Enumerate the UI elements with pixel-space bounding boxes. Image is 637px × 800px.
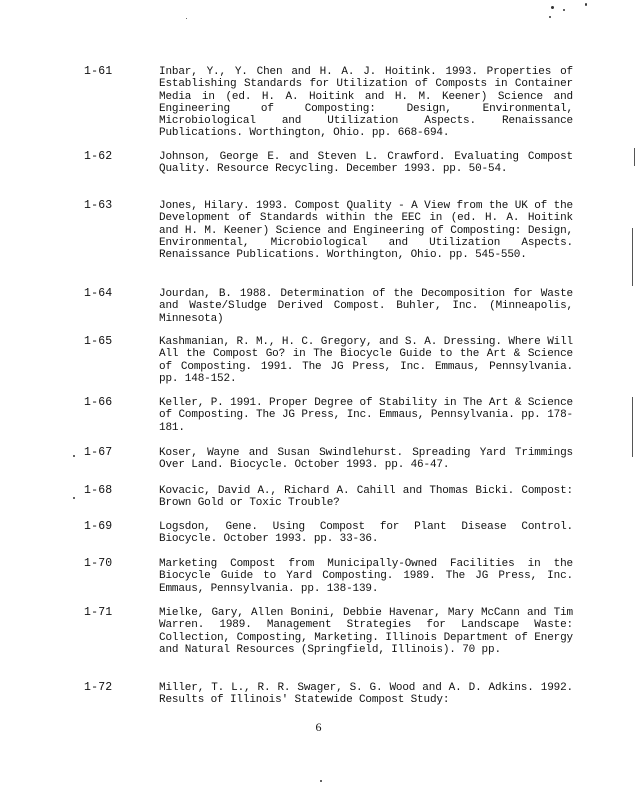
scan-speck (73, 455, 75, 457)
reference-number: 1-66 (84, 396, 113, 409)
scan-edge-line (634, 148, 635, 166)
reference-text: Kovacic, David A., Richard A. Cahill and Thomas Bicki. Compost: Brown Gold or Toxic Trouble? (159, 485, 573, 510)
scan-edge-line (632, 397, 633, 457)
scan-edge-line (632, 228, 633, 286)
reference-number: 1-62 (84, 150, 113, 163)
reference-text: Koser, Wayne and Susan Swindlehurst. Spreading Yard Trimmings Over Land. Biocycle. October 1993. pp. 46-47. (159, 447, 573, 472)
scan-speck (73, 497, 75, 499)
reference-text: Jones, Hilary. 1993. Compost Quality - A View from the UK of the Development of Standards within the EEC in (ed. H. A. Hoitink and H. M. Keener) Science and Engineering of Composting: Design, Environmental, Microbiological and Utilization Aspects. Renaissance Publications. Worthington, Ohio. pp. 545-550. (159, 200, 573, 262)
reference-number: 1-64 (84, 287, 113, 300)
reference-text: Jourdan, B. 1988. Determination of the Decomposition for Waste and Waste/Sludge Derived Compost. Buhler, Inc. (Minneapolis, Minnesota) (159, 288, 573, 325)
scan-speck (563, 9, 565, 11)
reference-text: Logsdon, Gene. Using Compost for Plant Disease Control. Biocycle. October 1993. pp. 33-36. (159, 521, 573, 546)
reference-text: Johnson, George E. and Steven L. Crawford. Evaluating Compost Quality. Resource Recycling. December 1993. pp. 50-54. (159, 151, 573, 176)
reference-number: 1-61 (84, 65, 113, 78)
scan-speck (186, 18, 187, 19)
reference-text: Miller, T. L., R. R. Swager, S. G. Wood and A. D. Adkins. 1992. Results of Illinois' Statewide Compost Study: (159, 682, 573, 707)
scan-speck (549, 16, 551, 18)
reference-number: 1-70 (84, 557, 113, 570)
reference-number: 1-72 (84, 681, 113, 694)
scan-speck (551, 6, 554, 9)
reference-number: 1-71 (84, 606, 113, 619)
reference-number: 1-69 (84, 520, 113, 533)
reference-text: Mielke, Gary, Allen Bonini, Debbie Havenar, Mary McCann and Tim Warren. 1989. Management Strategies for Landscape Waste: Collection, Composting, Marketing. Illinois Department of Energy and Natural Resources (Springfield, Illinois). 70 pp. (159, 607, 573, 656)
reference-number: 1-63 (84, 199, 113, 212)
reference-number: 1-65 (84, 335, 113, 348)
reference-text: Keller, P. 1991. Proper Degree of Stability in The Art & Science of Composting. The JG Press, Inc. Emmaus, Pennsylvania. pp. 178-181. (159, 397, 573, 434)
scan-speck (320, 780, 322, 782)
reference-text: Inbar, Y., Y. Chen and H. A. J. Hoitink. 1993. Properties of Establishing Standards for Utilization of Composts in Container Media in (ed. H. A. Hoitink and H. M. Keener) Science and Engineering of Composting: Design, Environmental, Microbiological and Utilization Aspects. Renaissance Publications. Worthington, Ohio. pp. 668-694. (159, 66, 573, 140)
scan-speck (585, 3, 587, 6)
page-number: 6 (315, 720, 322, 734)
reference-text: Kashmanian, R. M., H. C. Gregory, and S. A. Dressing. Where Will All the Compost Go? in The Biocycle Guide to the Art & Science of Composting. 1991. The JG Press, Inc. Emmaus, Pennsylvania. pp. 148-152. (159, 336, 573, 385)
reference-number: 1-67 (84, 446, 113, 459)
reference-number: 1-68 (84, 484, 113, 497)
reference-text: Marketing Compost from Municipally-Owned Facilities in the Biocycle Guide to Yard Composting. 1989. The JG Press, Inc. Emmaus, Pennsylvania. pp. 138-139. (159, 558, 573, 595)
